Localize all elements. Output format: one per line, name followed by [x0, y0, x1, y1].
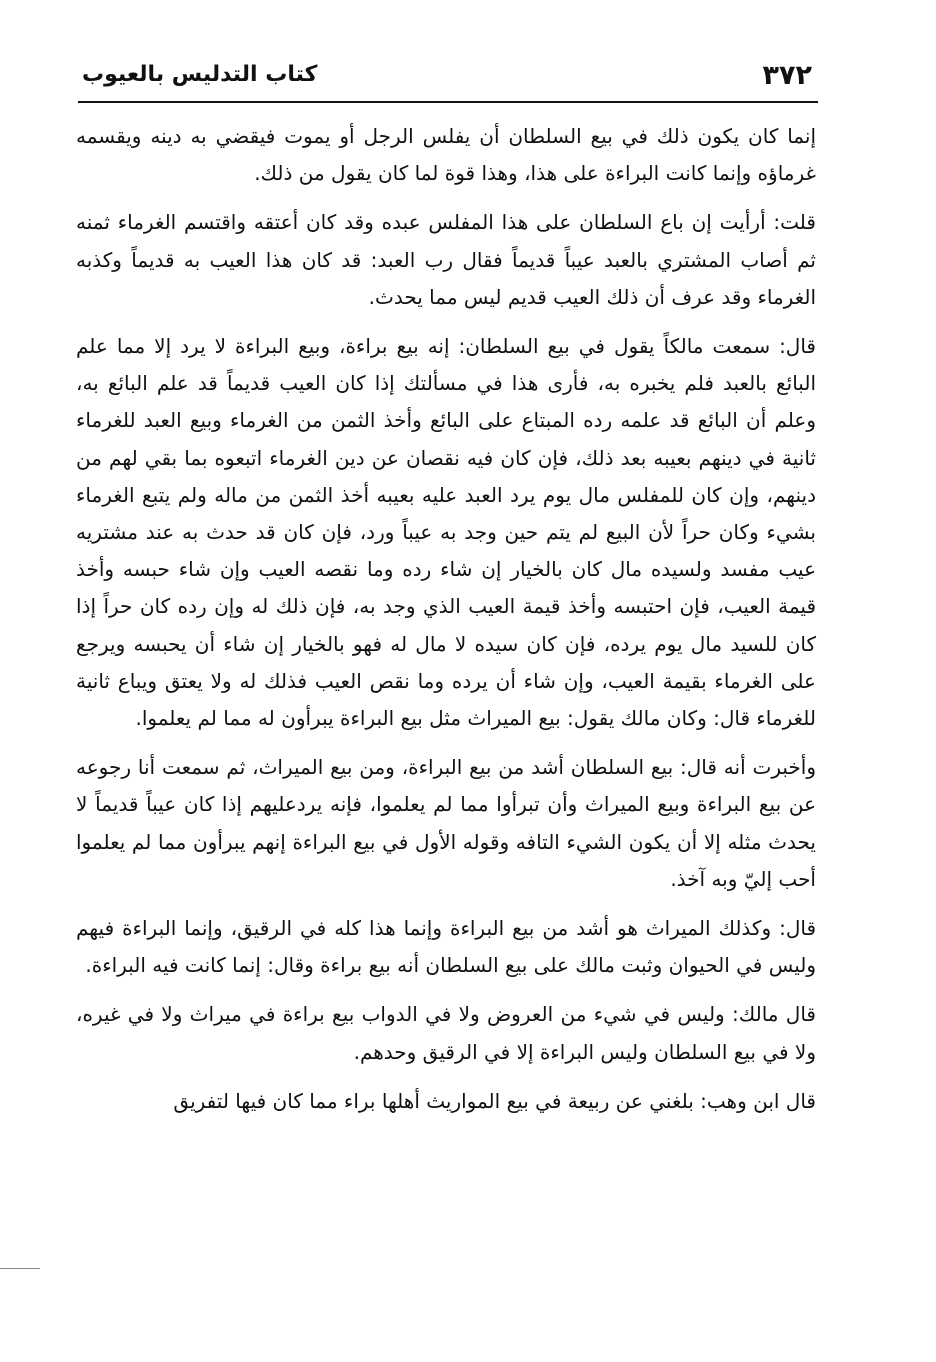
paragraph-1: إنما كان يكون ذلك في بيع السلطان أن يفلس الرجل أو يموت فيقضي به دينه ويقسمه غرماؤه وإنما كانت البراءة على هذا، وهذا قوة لما كان يقول من ذلك.: [76, 124, 816, 186]
main-text: [76, 118, 816, 1120]
running-title: كتاب التدليس بالعيوب: [82, 62, 318, 87]
paragraph-3: قال: سمعت مالكاً يقول في بيع السلطان: إنه بيع براءة، وبيع البراءة لا يرد إلا مما علم البائع بالعبد فلم يخبره به، فأرى هذا في مسألتك إذا كان العيب قديماً قد علم البائع به، وعلم أن البائع قد علمه رده المبتاع على البائع وأخذ الثمن من الغرماء وبيع العبد للغرماء ثانية في دينهم بعيبه بعد ذلك، فإن كان فيه نقصان عن دين الغرماء اتبعوه بما بقي لهم من دينهم، وإن كان للمفلس مال يوم يرد العبد عليه بعيبه أخذ الثمن من ماله ولم يتبع الغرماء بشيء وكان حراً لأن البيع لم يتم حين وجد به عيباً ورد، فإن كان قد حدث به عند مشتريه عيب مفسد ولسيده مال كان بالخيار إن شاء رده وما نقصه العيب وإن شاء حبسه وأخذ قيمة العيب، فإن احتبسه وأخذ قيمة العيب الذي وجد به، فإن ذلك له وإن رده كان حراً إذا كان للسيد مال يوم يرده، فإن كان سيده لا مال له فهو بالخيار إن شاء أن يحبسه ويرجع على الغرماء بقيمة العيب، وإن شاء أن يرده وما نقص العيب فذلك له ولا يعتق ويباع ثانية للغرماء قال: وكان مالك يقول: بيع الميراث مثل بيع البراءة يبرأون له مما لم يعلموا.: [76, 334, 816, 731]
paragraph-7: قال ابن وهب: بلغني عن ربيعة في بيع المواريث أهلها براء مما كان فيها لتفريق: [173, 1088, 816, 1113]
header-rule: [78, 101, 818, 103]
page-header: [78, 60, 816, 96]
paragraph-6: قال مالك: وليس في شيء من العروض ولا في الدواب بيع براءة في ميراث ولا في غيره، ولا في بيع السلطان وليس البراءة إلا في الرقيق وحدهم.: [76, 1002, 816, 1064]
paragraph-2: قلت: أرأيت إن باع السلطان على هذا المفلس عبده وقد كان أعتقه واقتسم الغرماء ثمنه ثم أصاب المشتري بالعبد عيباً قديماً فقال رب العبد: قد كان هذا العيب به قديماً وكذبه الغرماء وقد عرف أن ذلك العيب قديم ليس مما يحدث.: [76, 210, 816, 309]
page-number: ٣٧٢: [762, 60, 812, 91]
paragraph-5: قال: وكذلك الميراث هو أشد من بيع البراءة وإنما هذا كله في الرقيق، وإنما البراءة فيهم وليس في الحيوان وثبت مالك على بيع السلطان أنه بيع براءة وقال: إنما كانت فيه البراءة.: [76, 916, 816, 978]
paragraph-4: وأخبرت أنه قال: بيع السلطان أشد من بيع البراءة، ومن بيع الميراث، ثم سمعت أنا رجوعه عن بيع البراءة وبيع الميراث وأن تبرأوا مما لم يعلموا، فإنه يردعليهم إذا كان عيباً قديماً لا يحدث مثله إلا أن يكون الشيء التافه وقوله الأول في بيع البراءة إنهم يبرأون مما لم يعلموا أحب إليّ وبه آخذ.: [76, 755, 816, 891]
margin-mark: [0, 1268, 40, 1269]
